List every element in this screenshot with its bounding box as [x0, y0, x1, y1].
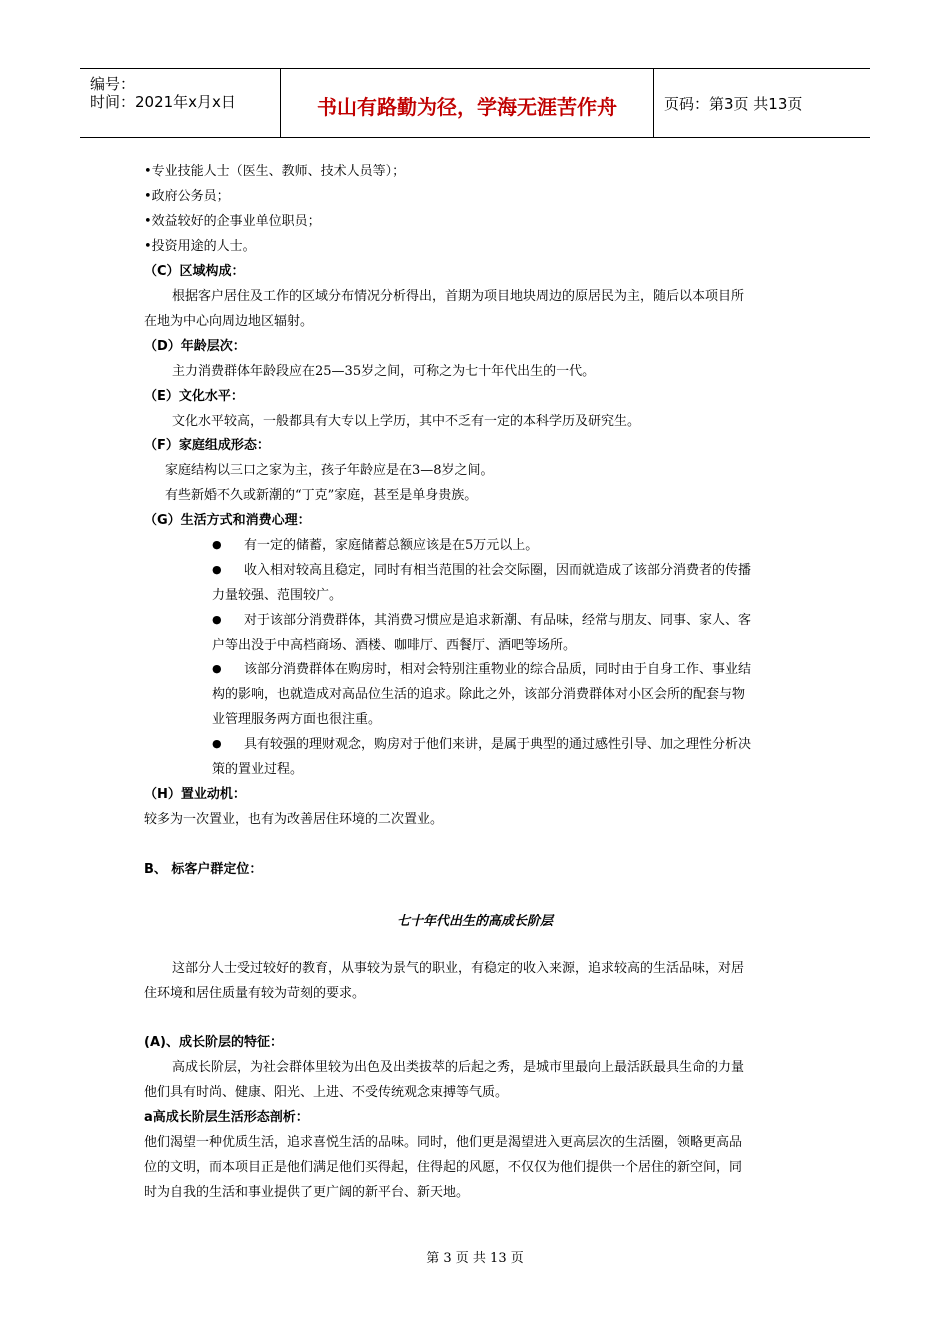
paragraph-line: 根据客户居住及工作的区域分布情况分析得出，首期为项目地块周边的原居民为主，随后以本项目所 — [172, 289, 745, 304]
list-item: •专业技能人士（医生、教师、技术人员等）； — [144, 164, 406, 179]
paragraph-line: 他们渴望一种优质生活，追求喜悦生活的品味。同时，他们更是渴望进入更高层次的生活圈，领略更高品 — [144, 1135, 743, 1150]
header-page-info: 页码：第3页 共13页 — [664, 95, 803, 113]
list-item: •效益较好的企事业单位职员； — [144, 214, 321, 229]
list-item: 户等出没于中高档商场、酒楼、咖啡厅、西餐厅、酒吧等场所。 — [212, 638, 577, 653]
paragraph-line: 在地为中心向周边地区辐射。 — [144, 314, 314, 329]
section-e-title: （E）文化水平： — [144, 389, 244, 404]
section-a-title: (A)、成长阶层的特征： — [144, 1035, 283, 1050]
list-item: 有一定的储蓄，家庭储蓄总额应该是在5万元以上。 — [244, 538, 539, 553]
header-motto: 书山有路勤为径，学海无涯苦作舟 — [317, 95, 617, 119]
section-h-title: （H）置业动机： — [144, 787, 246, 802]
bullet-dot: ● — [212, 613, 222, 626]
bullet-dot: ● — [212, 737, 222, 750]
paragraph-line: 高成长阶层，为社会群体里较为出色及出类拔萃的后起之秀，是城市里最向上最活跃最具生命的力量 — [172, 1060, 745, 1075]
paragraph-line: 较多为一次置业，也有为改善居住环境的二次置业。 — [144, 812, 444, 827]
list-item: 业管理服务两方面也很注重。 — [212, 712, 382, 727]
paragraph-line: 这部分人士受过较好的教育，从事较为景气的职业，有稳定的收入来源，追求较高的生活品味，对居 — [172, 961, 745, 976]
document-number-label: 编号： — [90, 75, 136, 93]
header-page-cell — [654, 69, 870, 137]
section-c-title: （C）区域构成： — [144, 264, 245, 279]
paragraph-line: 家庭结构以三口之家为主，孩子年龄应是在3—8岁之间。 — [165, 463, 494, 478]
section-d-title: （D）年龄层次： — [144, 339, 246, 354]
paragraph-line: 住环境和居住质量有较为苛刻的要求。 — [144, 986, 366, 1001]
header-motto-cell — [281, 69, 654, 137]
section-g-title: （G）生活方式和消费心理： — [144, 513, 311, 528]
section-f-title: （F）家庭组成形态： — [144, 438, 270, 453]
bullet-dot: ● — [212, 563, 222, 576]
list-item: •政府公务员； — [144, 189, 230, 204]
paragraph-line: 有些新婚不久或新潮的“丁克”家庭，甚至是单身贵族。 — [165, 488, 478, 503]
paragraph-line: 主力消费群体年龄段应在25—35岁之间，可称之为七十年代出生的一代。 — [172, 364, 596, 379]
list-item: 策的置业过程。 — [212, 762, 304, 777]
section-a2-title: a高成长阶层生活形态剖析： — [144, 1110, 309, 1125]
bullet-dot: ● — [212, 662, 222, 675]
list-item: 具有较强的理财观念，购房对于他们来讲，是属于典型的通过感性引导、加之理性分析决 — [244, 737, 752, 752]
section-b-title: B、 标客户群定位： — [144, 862, 263, 877]
document-time-label: 时间：2021年x月x日 — [90, 93, 236, 111]
list-item: 该部分消费群体在购房时，相对会特别注重物业的综合品质，同时由于自身工作、事业结 — [244, 662, 752, 677]
header-left-cell — [80, 69, 281, 137]
header-table — [80, 68, 870, 138]
page-footer: 第 3 页 共 13 页 — [426, 1251, 524, 1266]
paragraph-line: 位的文明，而本项目正是他们满足他们买得起，住得起的风愿，不仅仅为他们提供一个居住的新空间，同 — [144, 1160, 743, 1175]
list-item: •投资用途的人士。 — [144, 239, 256, 254]
list-item: 构的影响，也就造成对高品位生活的追求。除此之外，该部分消费群体对小区会所的配套与物 — [212, 687, 746, 702]
list-item: 收入相对较高且稳定，同时有相当范围的社会交际圈，因而就造成了该部分消费者的传播 — [244, 563, 752, 578]
bullet-dot: ● — [212, 538, 222, 551]
paragraph-line: 文化水平较高，一般都具有大专以上学历，其中不乏有一定的本科学历及研究生。 — [172, 414, 641, 429]
paragraph-line: 时为自我的生活和事业提供了更广阔的新平台、新天地。 — [144, 1185, 470, 1200]
paragraph-line: 他们具有时尚、健康、阳光、上进、不受传统观念束搏等气质。 — [144, 1085, 509, 1100]
section-b-subtitle: 七十年代出生的高成长阶层 — [396, 914, 553, 929]
list-item: 对于该部分消费群体，其消费习惯应是追求新潮、有品味，经常与朋友、同事、家人、客 — [244, 613, 752, 628]
list-item: 力量较强、范围较广。 — [212, 588, 343, 603]
